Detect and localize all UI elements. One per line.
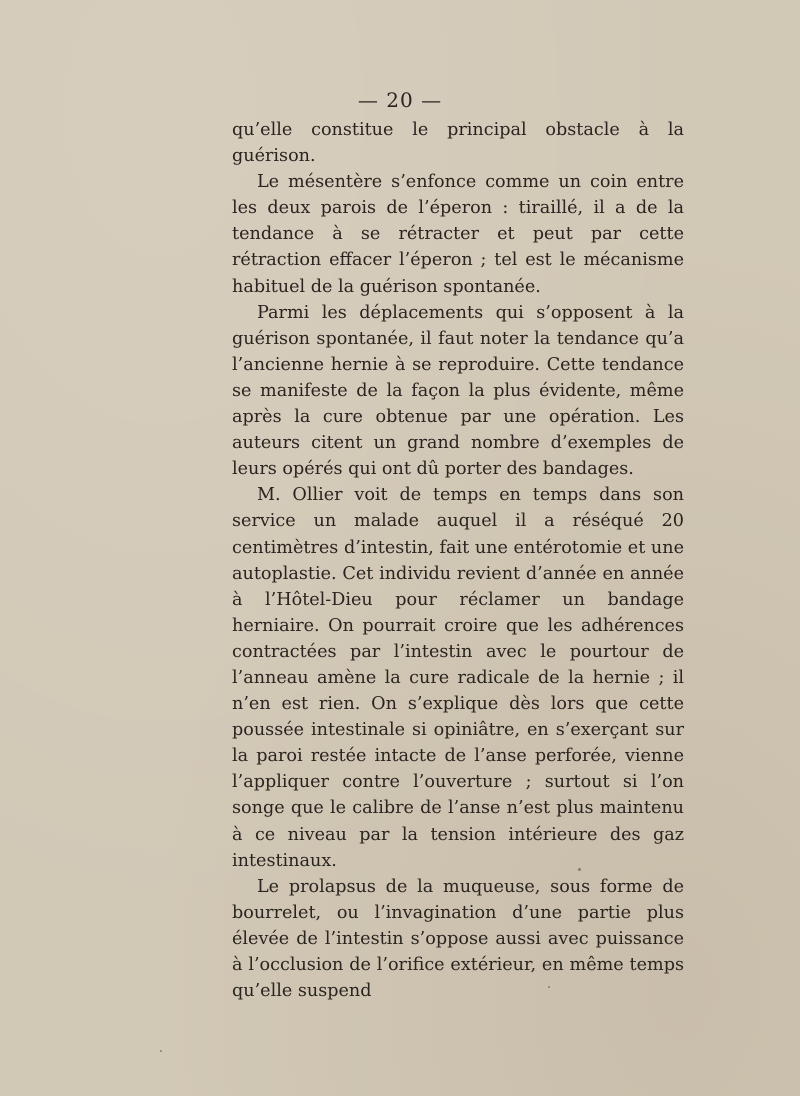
body-text (232, 117, 684, 1004)
paper-speck (548, 986, 550, 988)
paragraph-1: qu’elle constitue le principal obstacle à la guérison. (232, 120, 684, 167)
paragraph-2: Le mésentère s’enfonce comme un coin entre les deux parois de l’éperon : tiraillé, il a de la tendance à se rétracter et peut par cette rétraction effacer l’éperon ; tel est le mécanisme habituel de la guérison spontanée. (232, 172, 684, 297)
paragraph-3: Parmi les déplacements qui s’opposent à la guérison spontanée, il faut noter la tendance qu’a l’ancienne hernie à se reproduire. Cette tendance se manifeste de la façon la plus évidente, même après la cure obtenue par une opération. Les auteurs citent un grand nombre d’exemples de leurs opérés qui ont dû porter des bandages. (232, 302, 684, 480)
paragraph-5: Le prolapsus de la muqueuse, sous forme de bourrelet, ou l’invagination d’une partie plus élevée de l’intestin s’oppose aussi avec puissance à l’occlusion de l’orifice extérieur, en même temps qu’elle suspend (232, 876, 684, 1002)
paper-speck (578, 868, 581, 871)
page-number: — 20 — (357, 88, 443, 112)
paper-speck (160, 1050, 162, 1052)
paragraph-4: M. Ollier voit de temps en temps dans son service un malade auquel il a réséqué 20 centimètres d’intestin, fait une entérotomie et une autoplastie. Cet individu revient d’année en année à l’Hôtel-Dieu pour réclamer un bandage herniaire. On pourrait croire que les adhérences contractées par l’intestin avec le pourtour de l’anneau amène la cure radicale de la hernie ; il n’en est rien. On s’explique dès lors que cette poussée intestinale si opiniâtre, en s’exerçant sur la paroi restée intacte de l’anse perforée, vienne l’appliquer contre l’ouverture ; surtout si l’on songe que le calibre de l’anse n’est plus maintenu à ce niveau par la tension intérieure des gaz intestinaux. (232, 485, 684, 871)
